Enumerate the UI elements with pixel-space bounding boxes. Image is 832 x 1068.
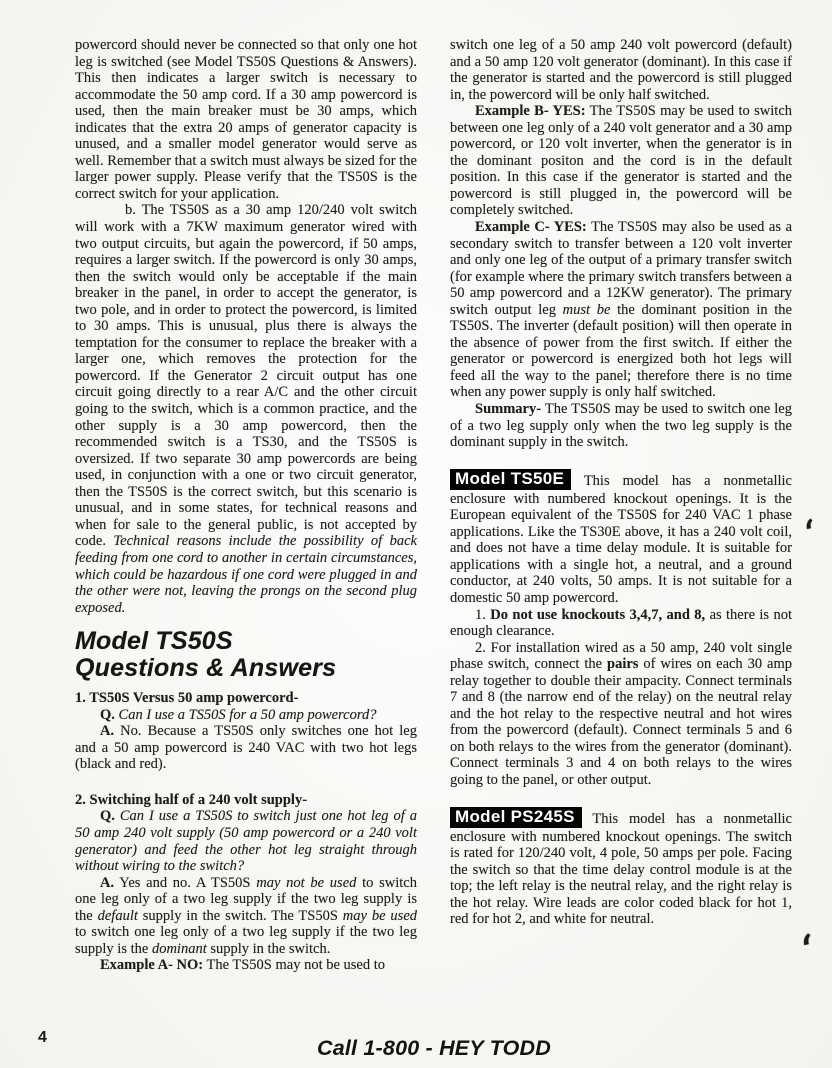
text-run: 1. [475, 606, 491, 623]
text-run: A. [100, 874, 115, 891]
scan-artifact-bottom: , [797, 929, 818, 971]
text-run: default [97, 907, 138, 924]
text-run: must be [562, 301, 611, 318]
text-run: Yes and no. A TS50S [114, 874, 257, 891]
text-run: to switch one leg only of a two leg supply if the two leg supply is the [75, 874, 417, 924]
text-run: pairs [607, 656, 639, 673]
text-run: This model has a nonmetallic enclosure with numbered knockout openings. It is the European equivalent of the TS50S for 240 VAC 1 phase applications. Like the TS30E above, it has a 240 volt coil, and does not have a time delay module. It is suitable for applications with a single hot, a neutral, and a ground conductor, at 240 volts, 50 amps. It is not suitable for a domestic 50 amp powercord. [450, 472, 792, 606]
continuation-example-a [450, 37, 792, 103]
section-heading-line: Model TS50S [75, 627, 233, 656]
text-run: 1. TS50S Versus 50 amp powercord- [75, 690, 299, 707]
text-run: Do not use knockouts 3,4,7, and 8, [490, 606, 706, 623]
example-b-paragraph [450, 103, 792, 219]
text-run: Q. [100, 808, 115, 825]
text-run: This model has a nonmetallic enclosure with numbered knockout openings. The switch is rated for 120/240 volt, 4 pole, 50 amps per pole. Facing the switch so that the time delay control module is at the top; the left relay is the neutral relay, and the right relay is the hot relay. Wire leads are color coded black for hot 1, red for hot 2, and white for neutral. [450, 810, 792, 928]
qa-item-1-answer [75, 723, 417, 773]
text-run: The TS50S may not be used to [203, 957, 386, 974]
text-run: as there is not enough clearance. [450, 606, 792, 640]
text-run: The TS50S may be used to switch between one leg only of a 240 volt generator and a 30 amp powercord, or 120 volt inverter, when the generator is in the dominant positon and the cord is in the default position. In this case if the generator is started and the powercord is still plugged in, the powercord will be completely switched. [450, 103, 793, 219]
text-run: dominant [151, 940, 207, 957]
qa-item-1-heading [75, 690, 417, 707]
model-ts50e-section [450, 470, 792, 607]
summary-paragraph [450, 401, 792, 451]
text-run: supply in the switch. [206, 940, 331, 957]
text-run: the dominant position in the TS50S. The inverter (default position) will then operate in the absence of power from the first switch. If either the generator or powercord is energized both hot legs will feed all the way to the panel; therefore there is no time when any power supply is only half switched. [450, 301, 792, 401]
text-run: The TS50S may be used to switch one leg of a two leg supply only when the two leg supply is the dominant supply in the switch. [450, 401, 792, 451]
text-run: Example B- YES: [475, 103, 586, 120]
text-run: b. The TS50S as a 30 amp 120/240 volt switch will work with a 7KW maximum generator wired with two output circuits, but again the powercord, if 50 amps, requires a larger switch. If the powercord is only 30 amps, then the switch would only be acceptable if the main breaker in the panel, in order to accept the generator, is two pole, and in order to protect the powercord, is limited to 30 amps. This is unusual, plus there is always the temptation for the consumer to replace the breaker with a larger one, which removes the protection for the powercord. If the Generator 2 circuit output has one circuit going directly to a rear A/C and the other circuit going to the switch, which is a common practice, and the other supply is a 30 amp powercord, then the recommended switch is a TS30, and the TS50S is oversized. If two separate 30 amp powercords are being used, in conjunction with a one or two circuit generator, then the TS50S is the correct switch, but this scenario is unusual, and in some states, for technical reasons and when for sale to the general public, is not accepted by code. [75, 202, 417, 550]
text-run: Example C- YES: [475, 219, 587, 236]
text-run: Summary- [475, 401, 542, 418]
right-column [450, 37, 792, 974]
qa-item-2-question [75, 808, 417, 874]
footer-phone-line: Call 1-800 - HEY TODD [316, 1036, 551, 1060]
text-run: supply in the switch. The TS50S [137, 907, 343, 924]
text-run: A. [100, 723, 115, 740]
model-ps245s-section [450, 808, 792, 928]
example-a-paragraph [75, 957, 417, 974]
ts50e-note-2 [450, 640, 792, 789]
text-run: Can I use a TS50S to switch just one hot leg of a 50 amp 240 volt supply (50 amp powercord or a 240 volt generator) and feed the other hot leg straight through without wiring to the switch? [75, 808, 417, 875]
item-b-paragraph [75, 202, 417, 616]
text-run: may be used [342, 907, 418, 924]
text-run: 2. For installation wired as a 50 amp, 240 volt single phase switch, connect the [450, 639, 792, 673]
left-column [75, 37, 417, 974]
text-run: Q. [100, 706, 115, 723]
qa-item-2-heading [75, 792, 417, 809]
page-number: 4 [38, 1029, 47, 1046]
text-run: 2. Switching half of a 240 volt supply- [75, 791, 308, 808]
scan-artifact-top: , [801, 515, 819, 552]
text-run: Example A- NO: [100, 957, 204, 974]
text-run: Can I use a TS50S for a 50 amp powercord? [114, 706, 377, 723]
text-run: The TS50S may also be used as a secondary switch to transfer between a 120 volt inverter and only one leg of the output of a primary transfer switch (for example where the primary switch transfers between a 50 amp powercord and a 12KW generator). The primary switch output leg [450, 219, 793, 318]
continuation-paragraph [75, 37, 417, 202]
text-run: may not be used [256, 874, 357, 891]
model-label: Model PS245S [450, 807, 582, 828]
page-body [75, 37, 792, 974]
text-run: No. Because a TS50S only switches one hot leg and a 50 amp powercord is 240 VAC with two hot legs (black and red). [75, 723, 417, 773]
qa-item-1-question [75, 707, 417, 724]
text-run: switch one leg of a 50 amp 240 volt powercord (default) and a 50 amp 120 volt generator (dominant). In this case if the generator is started and the powercord is still plugged in, the powercord will be only half switched. [450, 37, 792, 103]
model-label: Model TS50E [450, 469, 571, 490]
section-heading-model-ts50s-qa [75, 628, 417, 682]
text-run: to switch one leg only of a two leg supply if the two leg supply is the [75, 924, 417, 957]
text-run: Technical reasons include the possibility of back feeding from one cord to another in certain circumstances, which could be hazardous if one cord were plugged in and the other were not, leaving the prongs on the second plug exposed. [75, 533, 417, 616]
text-run: of wires on each 30 amp relay together to double their ampacity. Connect terminals 7 and 8 (the narrow end of the relay) on the neutral relay and the hot relay to the respective neutral and hot wires from the powercord (default). Connect terminals 5 and 6 on both relays to the wires from the generator (dominant). Connect terminals 3 and 4 on both relays to the wires going to the panel, or other output. [450, 656, 793, 788]
text-run: powercord should never be connected so that only one hot leg is switched (see Model TS50S Questions & Answers). This then indicates a larger switch is necessary to accommodate the 50 amp cord. If a 30 amp powercord is used, then the main breaker must be 30 amps, which indicates that the extra 20 amps of generator capacity is unused, and a smaller model generator would serve as well. Remember that a switch must always be sized for the larger power supply. Please verify that the TS50S is the correct switch for your application. [75, 37, 417, 202]
qa-item-2-answer [75, 875, 417, 958]
example-c-paragraph [450, 219, 792, 401]
section-heading-line: Questions & Answers [75, 654, 337, 683]
ts50e-note-1 [450, 607, 792, 640]
